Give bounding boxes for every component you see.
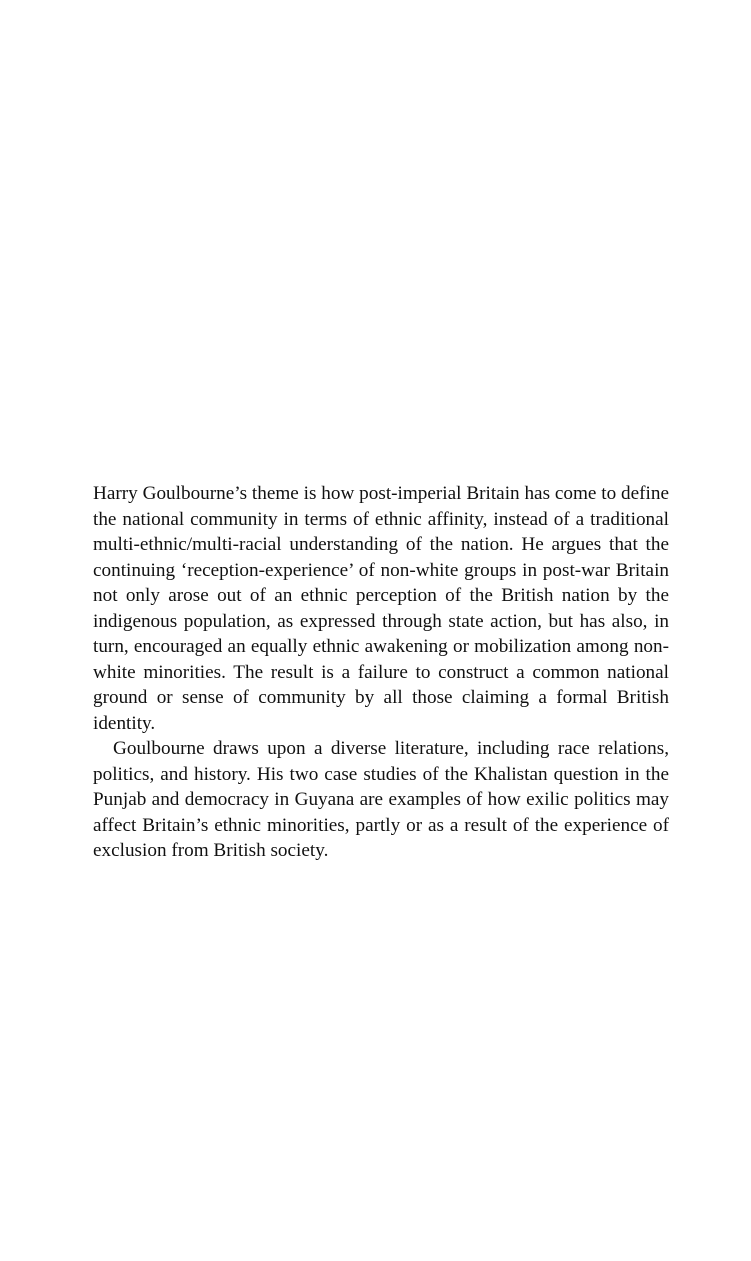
paragraph-2: Goulbourne draws upon a diverse literature, including race relations, politics, and history. His two case studies of the Khalistan question in the Punjab and democracy in Guyana are examples of how exilic politics may affect Britain’s ethnic minorities, partly or as a result of the experience of exclusion from British society. bbox=[93, 738, 669, 861]
paragraph-1: Harry Goulbourne’s theme is how post-imperial Britain has come to define the national community in terms of ethnic affinity, instead of a traditional multi-ethnic/multi-racial understanding of the nation. He argues that the continuing ‘reception-experience’ of non-white groups in post-war Britain not only arose out of an ethnic perception of the British nation by the indigenous population, as expressed through state action, but has also, in turn, encouraged an equally ethnic awakening or mobilization among non-white minorities. The result is a failure to construct a common national ground or sense of community by all those claiming a formal British identity. bbox=[93, 483, 669, 734]
blurb-text bbox=[93, 481, 669, 864]
